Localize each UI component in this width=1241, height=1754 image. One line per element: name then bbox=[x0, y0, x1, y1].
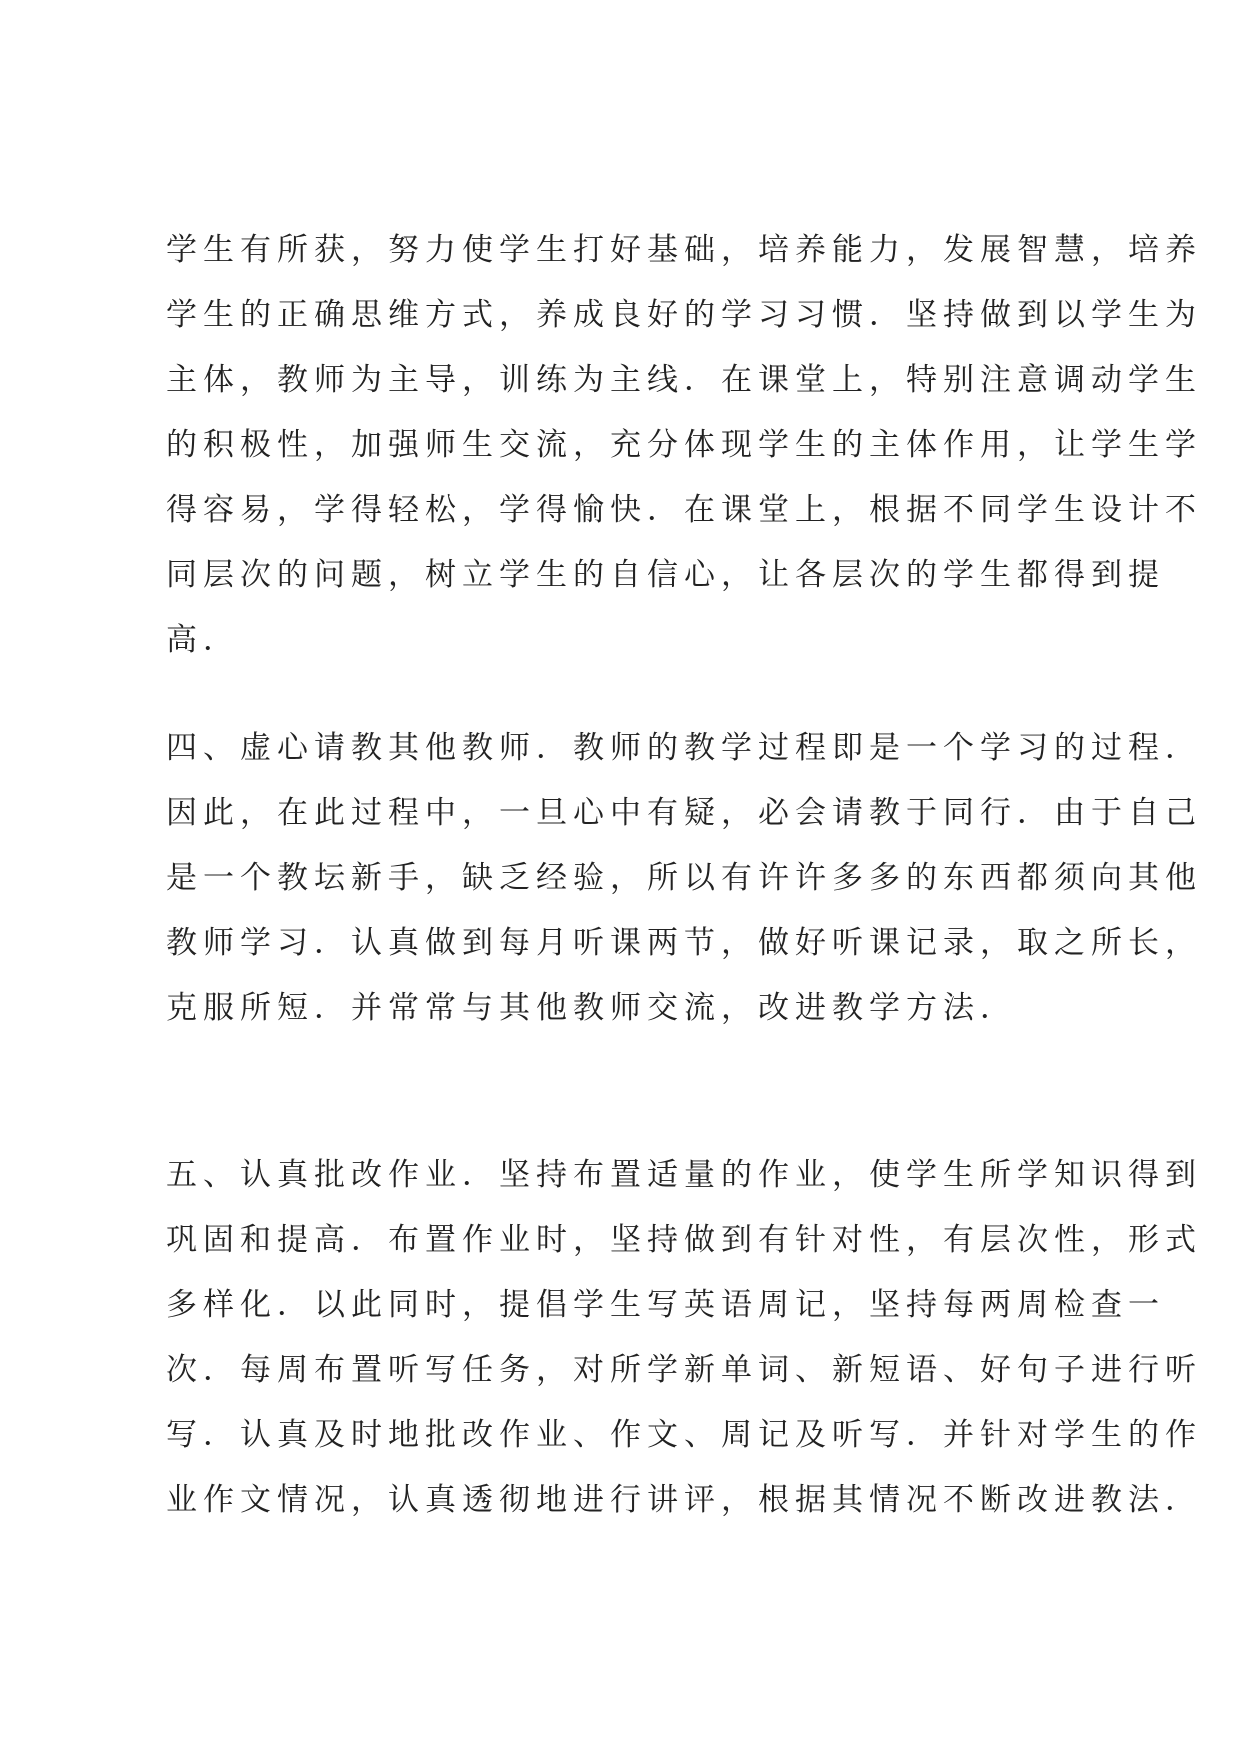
text-line: 高． bbox=[166, 622, 240, 658]
text-line: 五、认真批改作业．坚持布置适量的作业，使学生所学知识得到 bbox=[166, 1157, 1202, 1193]
text-line: 克服所短．并常常与其他教师交流，改进教学方法． bbox=[166, 990, 1017, 1026]
text-line: 巩固和提高．布置作业时，坚持做到有针对性，有层次性，形式 bbox=[166, 1222, 1202, 1258]
text-line: 次．每周布置听写任务，对所学新单词、新短语、好句子进行听 bbox=[166, 1352, 1202, 1388]
text-line: 主体，教师为主导，训练为主线．在课堂上，特别注意调动学生 bbox=[166, 362, 1202, 398]
text-line: 同层次的问题，树立学生的自信心，让各层次的学生都得到提 bbox=[166, 557, 1165, 593]
text-line: 四、虚心请教其他教师．教师的教学过程即是一个学习的过程． bbox=[166, 730, 1202, 766]
text-line: 写．认真及时地批改作业、作文、周记及听写．并针对学生的作 bbox=[166, 1417, 1202, 1453]
text-line: 得容易，学得轻松，学得愉快．在课堂上，根据不同学生设计不 bbox=[166, 492, 1202, 528]
text-line: 业作文情况，认真透彻地进行讲评，根据其情况不断改进教法． bbox=[166, 1482, 1202, 1518]
text-line: 是一个教坛新手，缺乏经验，所以有许许多多的东西都须向其他 bbox=[166, 860, 1202, 896]
text-line: 学生的正确思维方式，养成良好的学习习惯．坚持做到以学生为 bbox=[166, 297, 1202, 333]
paragraph-teaching-continuation bbox=[166, 218, 1202, 673]
text-line: 教师学习．认真做到每月听课两节，做好听课记录，取之所长， bbox=[166, 925, 1202, 961]
paragraph-section-four bbox=[166, 716, 1202, 1041]
text-line: 因此，在此过程中，一旦心中有疑，必会请教于同行．由于自己 bbox=[166, 795, 1202, 831]
text-line: 学生有所获，努力使学生打好基础，培养能力，发展智慧，培养 bbox=[166, 232, 1202, 268]
paragraph-section-five bbox=[166, 1143, 1202, 1533]
text-line: 多样化．以此同时，提倡学生写英语周记，坚持每两周检查一 bbox=[166, 1287, 1165, 1323]
text-line: 的积极性，加强师生交流，充分体现学生的主体作用，让学生学 bbox=[166, 427, 1202, 463]
